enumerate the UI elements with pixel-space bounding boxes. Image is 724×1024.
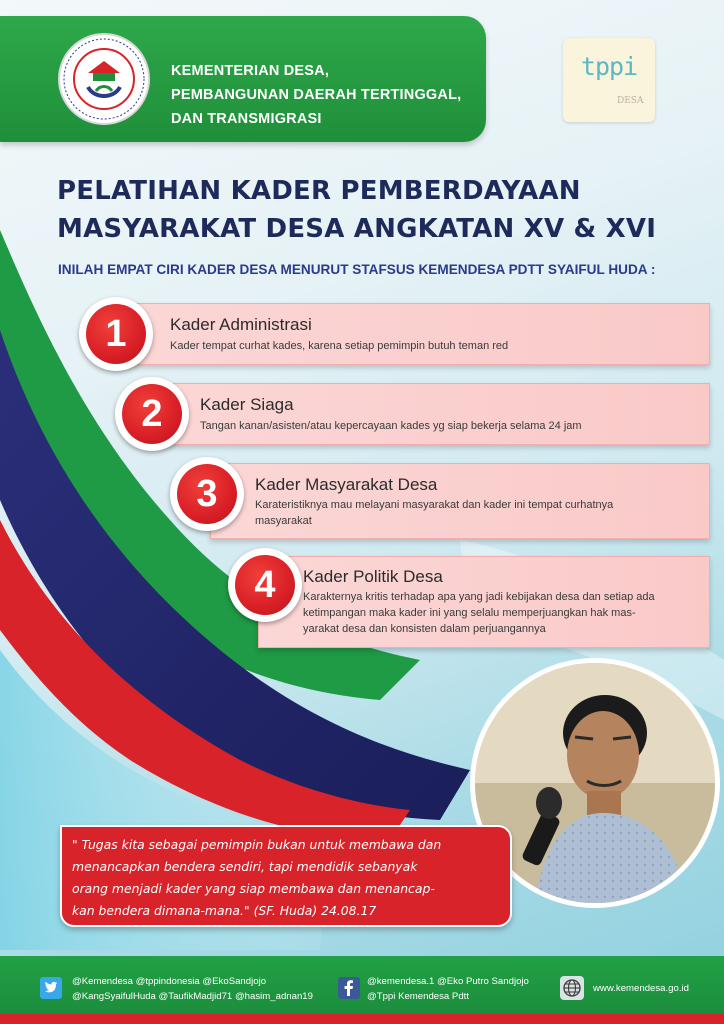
quote-line-2: menancapkan bendera sendiri, tapi mendidik sebanyak [72, 859, 418, 874]
ministry-logo [58, 33, 150, 125]
subtitle: INILAH EMPAT CIRI KADER DESA MENURUT STAFSUS KEMENDESA PDTT SYAIFUL HUDA : [58, 262, 656, 277]
item-desc-3-line-1: Karateristiknya mau melayani masyarakat dan kader ini tempat curhatnya [255, 499, 614, 511]
facebook-handles-line-1: @kemendesa.1 @Eko Putro Sandjojo [367, 976, 529, 987]
item-title-4: Kader Politik Desa [303, 567, 443, 586]
ministry-line-2: PEMBANGUNAN DAERAH TERTINGGAL, [171, 87, 462, 103]
title-line-2: MASYARAKAT DESA ANGKATAN XV & XVI [57, 214, 657, 244]
twitter-icon[interactable] [40, 977, 62, 999]
item-desc-4-line-2: ketimpangan maka kader ini yang selalu memperjuangkan hak mas- [303, 607, 636, 619]
website-link[interactable]: www.kemendesa.go.id [593, 983, 689, 994]
quote-box [60, 825, 512, 927]
ministry-name [171, 59, 461, 131]
ministry-line-1: KEMENTERIAN DESA, [171, 63, 330, 79]
twitter-handles [72, 974, 313, 1004]
item-number-2: 2 [122, 384, 182, 444]
item-number-badge-1 [79, 297, 153, 371]
page-title [57, 172, 717, 248]
item-title-1: Kader Administrasi [170, 315, 312, 334]
item-number-badge-2 [115, 377, 189, 451]
facebook-handles-line-2: @Tppi Kemendesa Pdtt [367, 991, 469, 1002]
footer-stripe [0, 1014, 724, 1024]
quote-line-4: kan bendera dimana-mana." (SF. Huda) 24.08.17 [72, 903, 377, 918]
item-number-1: 1 [86, 304, 146, 364]
twitter-handles-line-2: @KangSyaifulHuda @TaufikMadjid71 @hasim_adnan19 [72, 991, 313, 1002]
item-title-3: Kader Masyarakat Desa [255, 475, 438, 494]
title-line-1: PELATIHAN KADER PEMBERDAYAAN [57, 176, 581, 206]
item-desc-4 [303, 589, 703, 637]
twitter-handles-line-1: @Kemendesa @tppindonesia @EkoSandjojo [72, 976, 267, 987]
item-desc-1-line-1: Kader tempat curhat kades, karena setiap pemimpin butuh teman red [170, 340, 509, 352]
globe-icon[interactable] [560, 976, 584, 1000]
ministry-line-3: DAN TRANSMIGRASI [171, 111, 322, 127]
item-desc-2-line-1: Tangan kanan/asisten/atau kepercayaan kades yg siap bekerja selama 24 jam [200, 420, 582, 432]
item-desc-2 [200, 418, 700, 434]
item-title-2: Kader Siaga [200, 395, 294, 414]
ministry-emblem-icon [58, 33, 150, 125]
item-desc-3 [255, 497, 700, 529]
tppi-logo [563, 38, 655, 122]
quote-text [72, 834, 504, 922]
facebook-icon[interactable] [338, 977, 360, 999]
item-desc-4-line-1: Karakternya kritis terhadap apa yang jadi kebijakan desa dan setiap ada [303, 591, 655, 603]
tppi-logo-sub: DESA [617, 96, 644, 106]
quote-line-1: " Tugas kita sebagai pemimpin bukan untuk membawa dan [72, 837, 442, 852]
item-number-badge-4 [228, 548, 302, 622]
item-number-badge-3 [170, 457, 244, 531]
item-number-3: 3 [177, 464, 237, 524]
item-desc-1 [170, 338, 690, 354]
item-number-4: 4 [235, 555, 295, 615]
facebook-handles [367, 974, 529, 1004]
item-desc-4-line-3: yarakat desa dan konsisten dalam perjuangannya [303, 623, 546, 635]
item-desc-3-line-2: masyarakat [255, 515, 312, 527]
tppi-logo-text: tppi [580, 52, 638, 81]
quote-line-3: orang menjadi kader yang siap membawa dan menancap- [72, 881, 435, 896]
